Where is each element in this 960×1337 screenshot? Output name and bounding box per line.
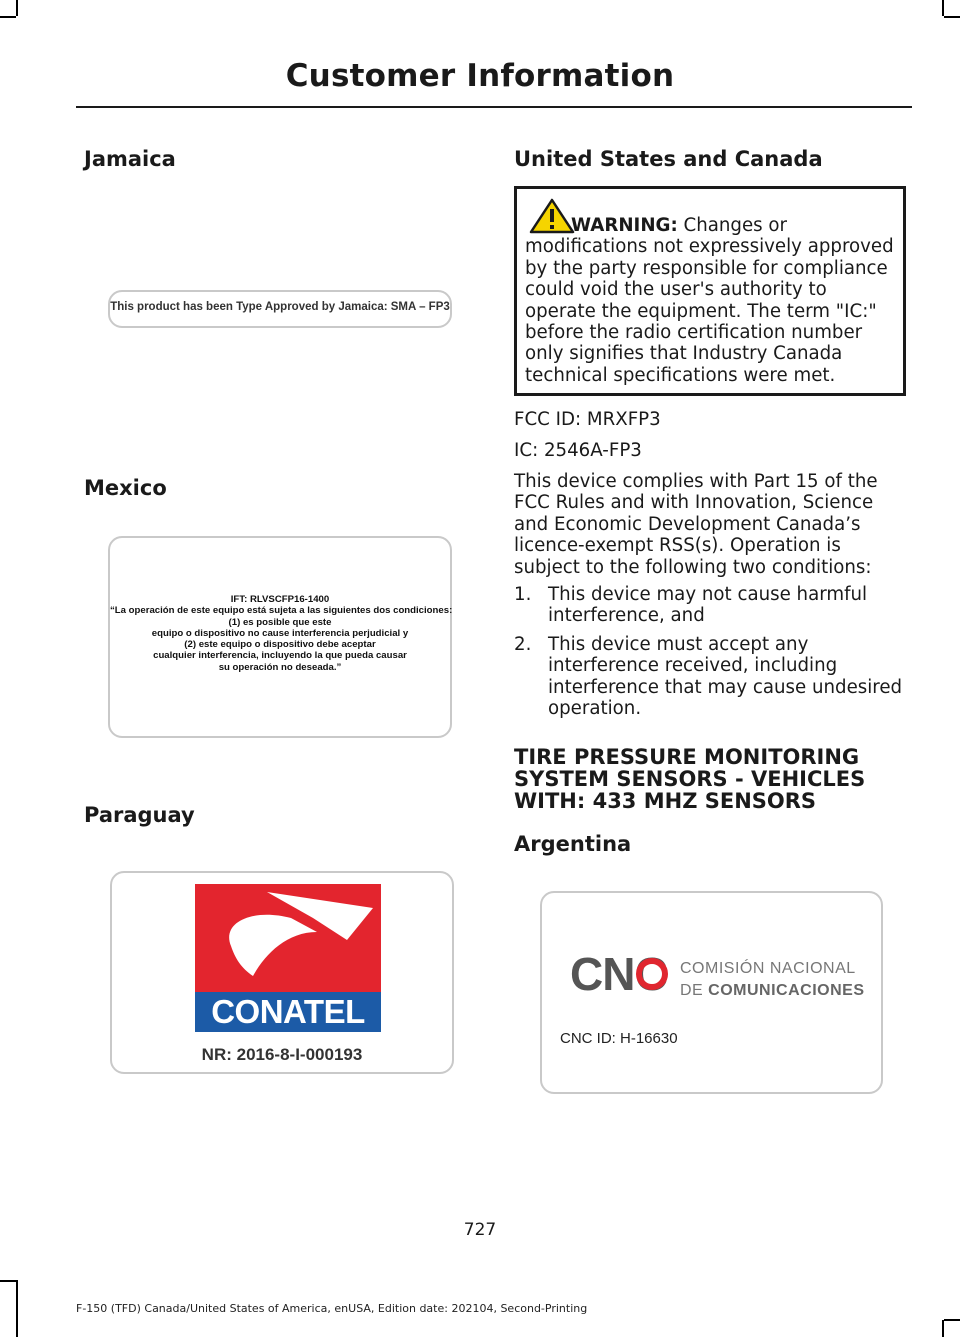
us-canada-heading: United States and Canada (514, 147, 823, 171)
list-number: 2. (514, 634, 532, 655)
conatel-logo-text: CONATEL (195, 992, 381, 1032)
mexico-approval-image (108, 536, 452, 738)
conatel-nr-number: NR: 2016-8-I-000193 (201, 1045, 363, 1064)
title-divider (76, 106, 912, 108)
cnc-name-bold: COMUNICACIONES (708, 982, 865, 999)
mexico-line: “La operación de este equipo está sujeta a las siguientes dos condiciones: (110, 605, 453, 617)
mexico-line: (2) este equipo o dispositivo debe aceptar (184, 639, 376, 651)
list-text: This device must accept any interference received, including interference that may cause undesired operation. (548, 634, 903, 720)
mexico-approval-text (110, 594, 453, 673)
cnc-id: CNC ID: H-16630 (560, 1030, 678, 1047)
warning-label: WARNING: (571, 215, 678, 236)
page-title: Customer Information (285, 58, 675, 94)
list-text: This device may not cause harmful interference, and (548, 584, 868, 627)
crop-mark (944, 1319, 960, 1321)
mexico-line: cualquier interferencia, incluyendo la que pueda causar (153, 650, 407, 662)
jamaica-approval-text: This product has been Type Approved by Jamaica: SMA – FP3 (110, 301, 450, 313)
mexico-heading: Mexico (84, 476, 167, 500)
conatel-logo-mark (195, 884, 381, 992)
conatel-swoosh-icon (195, 884, 381, 992)
mexico-line: equipo o dispositivo no cause interferencia perjudicial y (151, 627, 409, 639)
mexico-line: su operación no deseada.” (218, 661, 342, 673)
cnc-logo-ring-icon (635, 957, 669, 991)
crop-mark (16, 0, 18, 16)
fcc-id: FCC ID: MRXFP3 (514, 409, 661, 430)
cnc-name-prefix: DE (680, 982, 709, 999)
crop-mark (944, 16, 960, 18)
jamaica-approval-image (108, 290, 452, 328)
mexico-line: IFT: RLVSCFP16-1400 (230, 594, 330, 605)
argentina-heading: Argentina (514, 832, 632, 856)
crop-mark (942, 1320, 944, 1337)
page-number: 727 (463, 1220, 497, 1240)
crop-mark (0, 16, 16, 18)
crop-mark (942, 0, 944, 16)
jamaica-heading: Jamaica (84, 147, 176, 171)
tpms-heading: TIRE PRESSURE MONITORING SYSTEM SENSORS - VEHICLES WITH: 433 MHZ SENSORS (514, 745, 866, 813)
cnc-logo-letters: CNC (570, 948, 667, 1000)
warning-body: Changes or modifications not expressively approved by the party responsible for compliance could void the user's authority to operate the equipment. The term "IC:" before the radio certification number only signifies that Industry Canada technical specifications were met. (525, 215, 894, 386)
cnc-name-line1: COMISIÓN NACIONAL (680, 960, 856, 977)
warning-text (525, 215, 901, 386)
ic-number: IC: 2546A-FP3 (514, 440, 642, 461)
cnc-name-line2 (680, 981, 865, 1001)
paraguay-approval-image (110, 871, 454, 1074)
paraguay-heading: Paraguay (84, 803, 195, 827)
compliance-statement: This device complies with Part 15 of the FCC Rules and with Innovation, Science and Economic Development Canada’s licence-exempt RSS(s). Operation is subject to the following two conditions: (514, 471, 878, 578)
crop-mark (0, 1280, 16, 1282)
argentina-approval-image (540, 891, 883, 1094)
edition-footer: F-150 (TFD) Canada/United States of America, enUSA, Edition date: 202104, Second-Printing (76, 1302, 588, 1315)
crop-mark (16, 1280, 18, 1337)
mexico-line: (1) es posible que este (228, 616, 332, 628)
warning-box (514, 186, 906, 396)
list-number: 1. (514, 584, 532, 605)
